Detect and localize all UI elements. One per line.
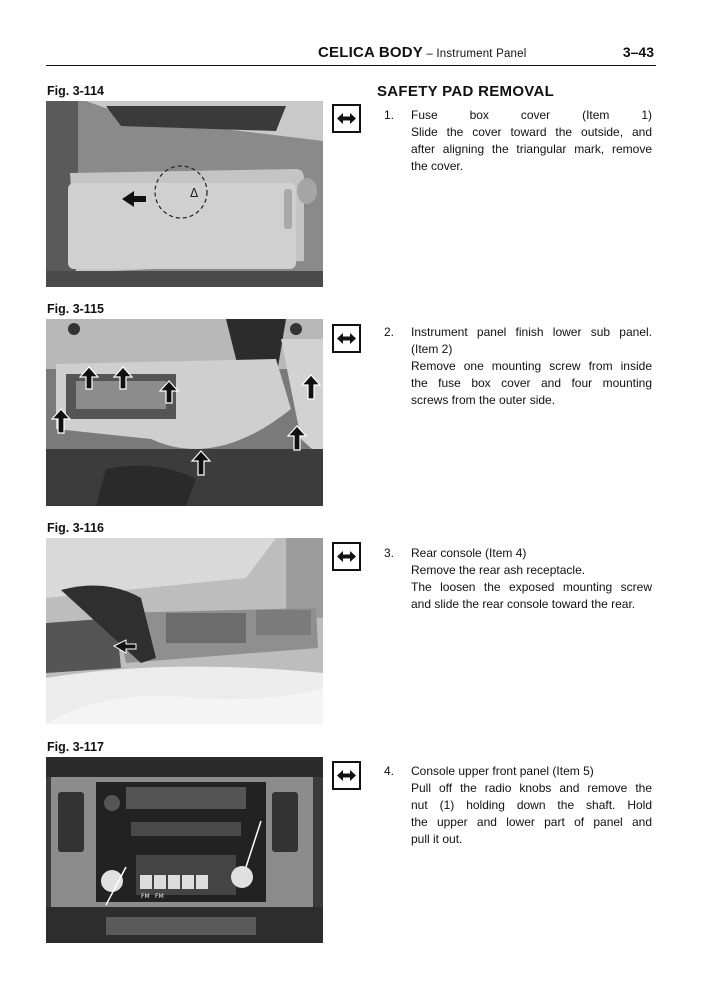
step-line: the fuse box cover and four mounting <box>411 376 652 390</box>
double-arrow-icon <box>332 324 361 353</box>
step-line: the cover. <box>411 159 464 173</box>
figure-photo-114 <box>46 101 323 287</box>
step-line: and slide the rear console toward the rear. <box>411 597 636 611</box>
header-title: CELICA BODY – Instrument Panel <box>318 44 527 61</box>
step-4 <box>384 763 652 848</box>
step-number: 3. <box>384 546 395 560</box>
step-line: Rear console (Item 4) <box>411 546 527 560</box>
section-title: SAFETY PAD REMOVAL <box>377 83 555 100</box>
step-line: Console upper front panel (Item 5) <box>411 764 594 778</box>
step-line: (Item 2) <box>411 342 453 356</box>
figure-photo-116 <box>46 538 323 724</box>
step-line: Instrument panel finish lower sub panel. <box>411 325 652 339</box>
step-1 <box>384 107 652 175</box>
step-line: screws from the outer side. <box>411 393 556 407</box>
page-number: 3–43 <box>622 44 654 60</box>
fm-label: FM <box>155 893 164 900</box>
figure-label-115: Fig. 3-115 <box>47 302 104 316</box>
step-line: Pull off the radio knobs and remove the <box>411 781 652 795</box>
step-line: Fuse box cover (Item 1) <box>411 108 652 122</box>
step-line: Slide the cover toward the outside, and <box>411 125 652 139</box>
page-header <box>46 44 656 66</box>
step-number: 1. <box>384 108 395 122</box>
step-2 <box>384 324 652 409</box>
step-line: after aligning the triangular mark, remove <box>411 142 652 156</box>
step-line: Remove one mounting screw from inside <box>411 359 652 373</box>
double-arrow-icon <box>332 104 361 133</box>
double-arrow-icon <box>332 542 361 571</box>
step-number: 4. <box>384 764 395 778</box>
step-line: pull it out. <box>411 832 463 846</box>
header-rule <box>46 65 656 66</box>
figure-label-117: Fig. 3-117 <box>47 740 104 754</box>
figure-label-116: Fig. 3-116 <box>47 521 104 535</box>
step-line: the upper and lower part of panel and <box>411 815 652 829</box>
fm-label: FM <box>141 893 150 900</box>
header-subtitle: – Instrument Panel <box>422 48 527 60</box>
step-line: The loosen the exposed mounting screw <box>411 580 652 594</box>
triangle-mark: Δ <box>190 186 199 200</box>
step-3 <box>384 545 652 613</box>
figure-photo-117 <box>46 757 323 943</box>
figure-photo-115 <box>46 319 323 506</box>
step-line: Remove the rear ash receptacle. <box>411 563 586 577</box>
figure-label-114: Fig. 3-114 <box>47 84 104 98</box>
step-line: nut (1) holding down the shaft. Hold <box>411 798 652 812</box>
step-number: 2. <box>384 325 395 339</box>
double-arrow-icon <box>332 761 361 790</box>
